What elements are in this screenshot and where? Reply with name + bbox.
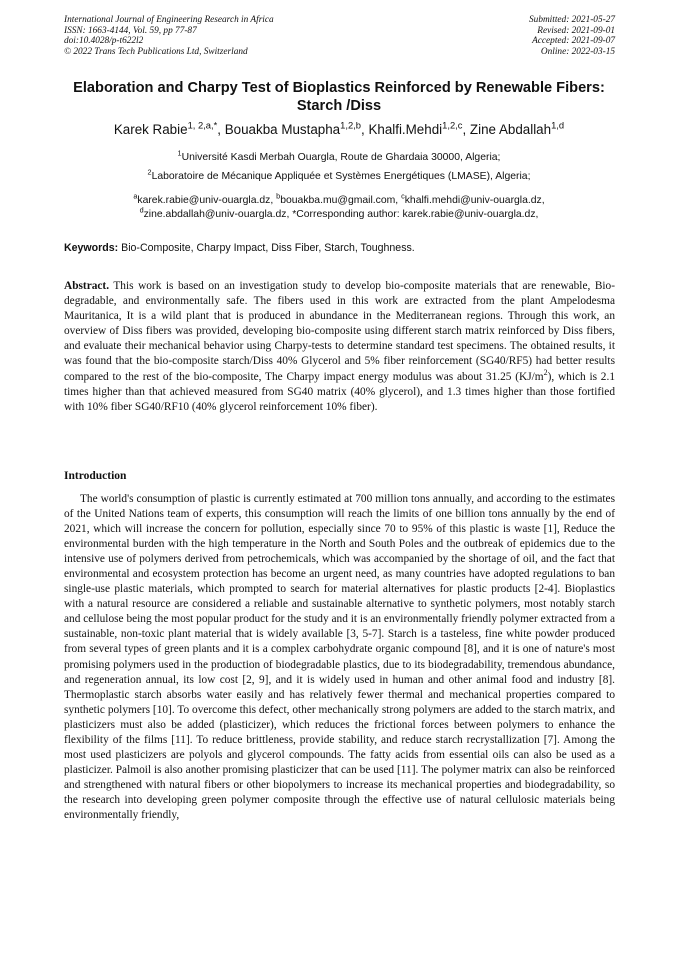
email-marker: c: [401, 191, 405, 201]
author-name: Bouakba Mustapha: [224, 122, 341, 137]
submitted-date: Submitted: 2021-05-27: [529, 15, 615, 25]
article-dates: [415, 15, 615, 57]
journal-issn: ISSN: 1663-4144, Vol. 59, pp 77-87: [64, 25, 197, 36]
introduction-paragraph: The world's consumption of plastic is currently estimated at 700 million tons annually, and according to the estimates of the United Nations team of experts, this consumption will reach the limits of one billion tons annually by the end of 2021, which will increase the concern for pollution, especially since 70 to 95% of this plastic is waste [1], Reduce the environmental burden with the high temperature in the North and South Poles and the outbreak of epidemics due to the intensive use of polymers derived from petrochemicals, which was accompanied by the shortage of oil, and the fact that environmental and ecosystem protection has become an urgent need, as many countries have adopted regulations to ban single-use plastic materials, which prompted to search for material alternatives for plastic products [2-4]. Bioplastics with a natural resource are considered a reliable and sustainable alternative to synthetic polymers, most notably starch and cellulose being the most popular product for the study and it is an environmentally friendly polymer extracted from a sustainable, non-toxic plant material that is widely available [3, 5-7]. Starch is a tasteless, fine white powder produced from several types of green plants and it is a complex carbohydrate organic compound [8], and it is one of nature's most promising polymers used in the production of biodegradable plastics, due to its biodegradability, tremendous abundance, and regeneration annual, its low cost [2, 9], and it is widely used in human and other animal food and industry [8]. Thermoplastic starch absorbs water easily and has relatively fewer thermal and mechanical properties compared to synthetic polymers [10]. To overcome this defect, other mechanically strong polymers are added to the starch matrix, and plasticizers must also be added (plasticizer), which reduces the frictional forces between polymers to enhance the flexibility of the films [11]. To reduce brittleness, provide stability, and reduce starch recrystallization [7]. Among the most used plasticizers are polyols and glycerol compounds. The fatty acids from essential oils can also be used as a plasticizer. Palmoil is also another promising plasticizer that can be used [11]. The polymer matrix can also be reinforced and strengthened with natural fibers or other biopolymers to increase its mechanical properties and biodegradability, so the research into developing green polymer composite through the effective use of natural cellulosic materials being environmentally friendly,: [64, 493, 615, 821]
author-name: Khalfi.Mehdi: [368, 122, 443, 137]
author-affiliation-marker: 1,2,c: [442, 120, 463, 131]
author-separator: ,: [217, 122, 225, 137]
author-affiliation-marker: 1, 2,a,*: [187, 120, 218, 131]
keywords-label: Keywords:: [64, 242, 119, 254]
journal-header: [64, 15, 384, 57]
revised-date: Revised: 2021-09-01: [537, 25, 615, 36]
email-marker: a: [133, 191, 138, 201]
abstract-text: This work is based on an investigation study to develop bio-composite materials that are renewable, Bio-degradable, and environmentally safe. The fibers used in this work are extracted from the plant Ampelodesma Mauritanica, It is a wild plant that is produced in abundance in the Mediterranean regions. Through this work, an overview of Diss fibers was provided, developing bio-composite using different starch matrix reinforced by Diss fibers, and evaluate their mechanical behavior using Charpy-tests to determine standard test specimens. The obtained results, it was found that the bio-composite starch/Diss 40% Glycerol and 5% fiber reinforcement (SG40/RF5) had better results compared to the rest of the bio-composite, The Charpy impact energy modulus was about 31.25 (KJ/m: [64, 280, 615, 383]
author-affiliation-marker: 1,2,b: [340, 120, 361, 131]
affiliation-1: [40, 148, 638, 165]
affiliation-marker: 2: [147, 167, 152, 177]
paper-title: Elaboration and Charpy Test of Bioplastics Reinforced by Renewable Fibers: Starch /Diss: [73, 80, 605, 114]
affiliation-text: Laboratoire de Mécanique Appliquée et Systèmes Energétiques (LMASE), Algeria;: [151, 171, 531, 182]
email-marker: d: [139, 205, 144, 215]
abstract-section: [64, 279, 615, 415]
author-affiliation-marker: 1,d: [551, 120, 565, 131]
accepted-date: Accepted: 2021-09-07: [532, 36, 615, 47]
online-date: Online: 2022-03-15: [540, 46, 615, 57]
abstract-text-continued: ), which is 2.1 times higher than that achieved measured from SG40 matrix (40% glycerol), and 1.3 times higher than those fortified with 10% fiber SG40/RF10 (40% glycerol reinforcement 10% fiber).: [64, 370, 615, 413]
author-list: [40, 122, 638, 138]
corresponding-author: *Corresponding author: karek.rabie@univ-ouargla.dz,: [292, 209, 539, 220]
introduction-heading: Introduction: [64, 470, 127, 482]
author-name: Zine Abdallah: [469, 122, 552, 137]
article-doi[interactable]: doi:10.4028/p-t622l2: [64, 36, 144, 47]
affiliation-2: [40, 167, 638, 184]
abstract-unit-superscript: 2: [543, 367, 548, 377]
keywords-text: Bio-Composite, Charpy Impact, Diss Fiber, Starch, Toughness.: [121, 242, 415, 254]
journal-name: International Journal of Engineering Research in Africa: [64, 15, 274, 25]
author-separator: ,: [462, 122, 470, 137]
author-emails: [40, 191, 638, 222]
email-link[interactable]: karek.rabie@univ-ouargla.dz,: [137, 195, 274, 206]
author-name: Karek Rabie: [113, 122, 188, 137]
author-separator: ,: [360, 122, 369, 137]
copyright-notice: © 2022 Trans Tech Publications Ltd, Switzerland: [64, 46, 248, 57]
abstract-label: Abstract.: [64, 280, 110, 292]
affiliation-marker: 1: [177, 148, 182, 158]
email-link[interactable]: zine.abdallah@univ-ouargla.dz,: [143, 209, 290, 220]
email-link[interactable]: khalfi.mehdi@univ-ouargla.dz,: [404, 195, 545, 206]
email-link[interactable]: bouakba.mu@gmail.com,: [280, 195, 399, 206]
email-marker: b: [276, 191, 281, 201]
keywords-section: [64, 242, 616, 255]
affiliation-text: Université Kasdi Merbah Ouargla, Route de Ghardaia 30000, Algeria;: [181, 152, 501, 163]
